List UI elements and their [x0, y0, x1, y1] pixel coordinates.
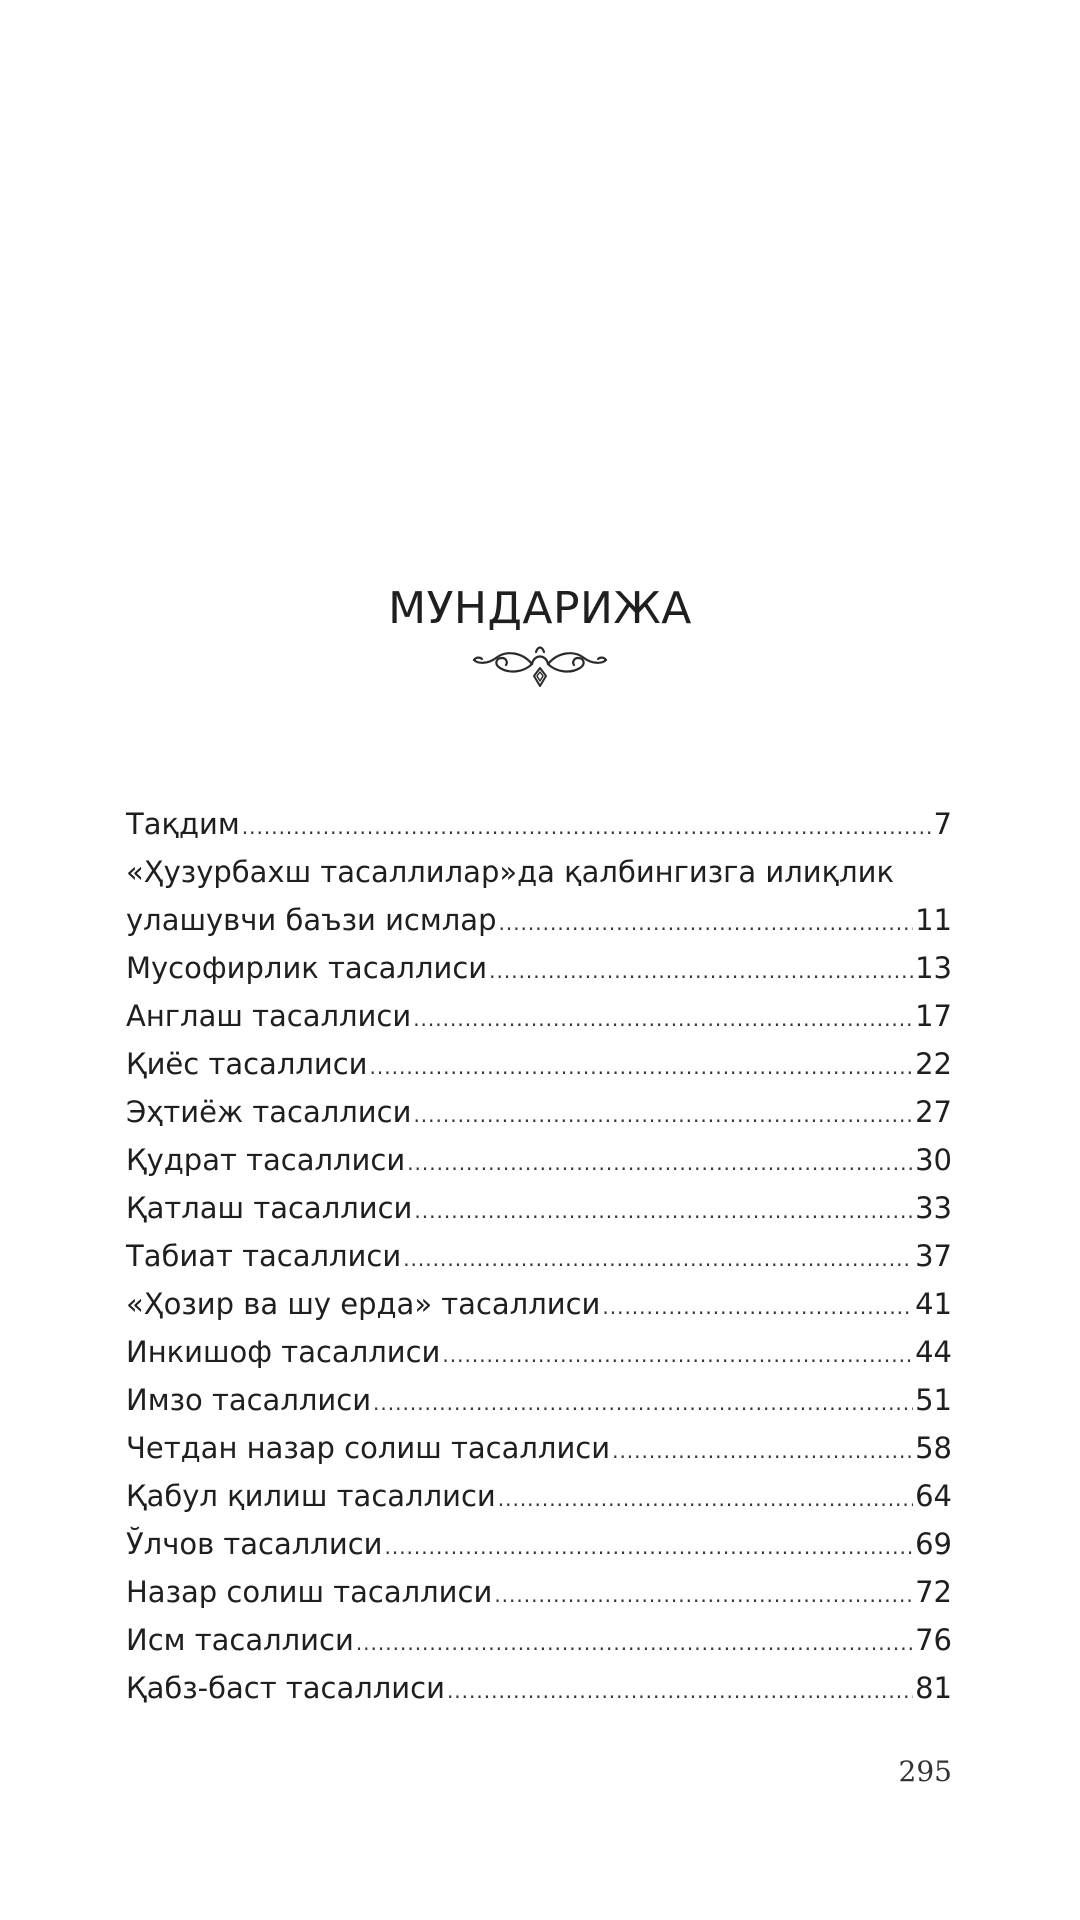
toc-entry-title: Мусофирлик тасаллиси — [126, 951, 488, 985]
toc-entry-page: 27 — [915, 1095, 952, 1129]
leader-dots — [494, 1571, 913, 1619]
toc-entry-title: Табиат тасаллиси — [126, 1239, 402, 1273]
leader-dots — [370, 1043, 914, 1091]
toc-entry-page: 7 — [933, 807, 952, 841]
toc-entry[interactable] — [126, 1088, 952, 1136]
leader-dots — [407, 1139, 913, 1187]
leader-dots — [498, 899, 913, 947]
toc-entry-page: 44 — [915, 1335, 952, 1369]
toc-entry[interactable] — [126, 800, 952, 848]
toc-entry[interactable] — [126, 1232, 952, 1280]
leader-dots — [356, 1619, 913, 1667]
page-title: МУНДАРИЖА — [388, 583, 692, 635]
toc-entry[interactable] — [126, 1664, 952, 1712]
toc-entry-title: «Ҳузурбахш тасаллилар»да қалбингизга илиқлик — [126, 855, 895, 889]
toc-entry[interactable] — [126, 1136, 952, 1184]
toc-entry[interactable] — [126, 1280, 952, 1328]
toc-entry[interactable] — [126, 1424, 952, 1472]
toc-entry-title: улашувчи баъзи исмлар — [126, 903, 497, 937]
toc-entry-page: 11 — [915, 903, 952, 937]
toc-entry-title: Эҳтиёж тасаллиси — [126, 1095, 412, 1129]
toc-entry-page: 17 — [915, 999, 952, 1033]
toc-entry-page: 69 — [915, 1527, 952, 1561]
toc-entry-title: «Ҳозир ва шу ерда» тасаллиси — [126, 1287, 601, 1321]
toc-entry-title: Қатлаш тасаллиси — [126, 1191, 413, 1225]
toc-entry-page: 76 — [915, 1623, 952, 1657]
toc-entry-title: Англаш тасаллиси — [126, 999, 412, 1033]
toc-entry[interactable] — [126, 1616, 952, 1664]
toc-entry-page: 58 — [915, 1431, 952, 1465]
toc-entry[interactable] — [126, 1184, 952, 1232]
toc-entry[interactable] — [126, 1040, 952, 1088]
toc-entry-page: 13 — [915, 951, 952, 985]
toc-entry-page: 51 — [915, 1383, 952, 1417]
toc-entry[interactable] — [126, 1472, 952, 1520]
toc-entry-title: Қабул қилиш тасаллиси — [126, 1479, 496, 1513]
toc-entry-title: Тақдим — [126, 807, 240, 841]
toc-entry-title: Назар солиш тасаллиси — [126, 1575, 493, 1609]
leader-dots — [447, 1667, 913, 1715]
toc-entry-title: Четдан назар солиш тасаллиси — [126, 1431, 611, 1465]
toc-entry-title: Исм тасаллиси — [126, 1623, 354, 1657]
leader-dots — [413, 1091, 913, 1139]
toc-entry-page: 64 — [915, 1479, 952, 1513]
leader-dots — [498, 1475, 913, 1523]
table-of-contents — [126, 800, 952, 1712]
leader-dots — [403, 1235, 913, 1283]
toc-entry[interactable] — [126, 896, 952, 944]
toc-entry[interactable] — [126, 992, 952, 1040]
toc-entry[interactable] — [126, 1520, 952, 1568]
toc-entry-title: Қиёс тасаллиси — [126, 1047, 368, 1081]
toc-entry-title: Ўлчов тасаллиси — [126, 1527, 383, 1561]
toc-entry-page: 30 — [915, 1143, 952, 1177]
toc-entry[interactable] — [126, 1568, 952, 1616]
leader-dots — [413, 995, 913, 1043]
page-number: 295 — [898, 1755, 952, 1788]
toc-entry-page: 41 — [915, 1287, 952, 1321]
toc-entry[interactable] — [126, 944, 952, 992]
toc-entry-page: 22 — [915, 1047, 952, 1081]
toc-entry-title: Имзо тасаллиси — [126, 1383, 372, 1417]
toc-entry-page: 81 — [915, 1671, 952, 1705]
toc-entry-title: Қабз-баст тасаллиси — [126, 1671, 445, 1705]
leader-dots — [373, 1379, 913, 1427]
toc-entry[interactable] — [126, 1328, 952, 1376]
leader-dots — [414, 1187, 913, 1235]
leader-dots — [602, 1283, 913, 1331]
toc-entry-page: 33 — [915, 1191, 952, 1225]
toc-entry-title: Қудрат тасаллиси — [126, 1143, 406, 1177]
leader-dots — [612, 1427, 913, 1475]
toc-entry-page: 37 — [915, 1239, 952, 1273]
leader-dots — [442, 1331, 913, 1379]
toc-entry[interactable] — [126, 1376, 952, 1424]
toc-entry[interactable] — [126, 848, 952, 896]
toc-entry-title: Инкишоф тасаллиси — [126, 1335, 441, 1369]
toc-entry-page: 72 — [915, 1575, 952, 1609]
leader-dots — [384, 1523, 913, 1571]
leader-dots — [489, 947, 913, 995]
leader-dots — [242, 803, 932, 851]
flourish-ornament-icon — [470, 638, 610, 694]
